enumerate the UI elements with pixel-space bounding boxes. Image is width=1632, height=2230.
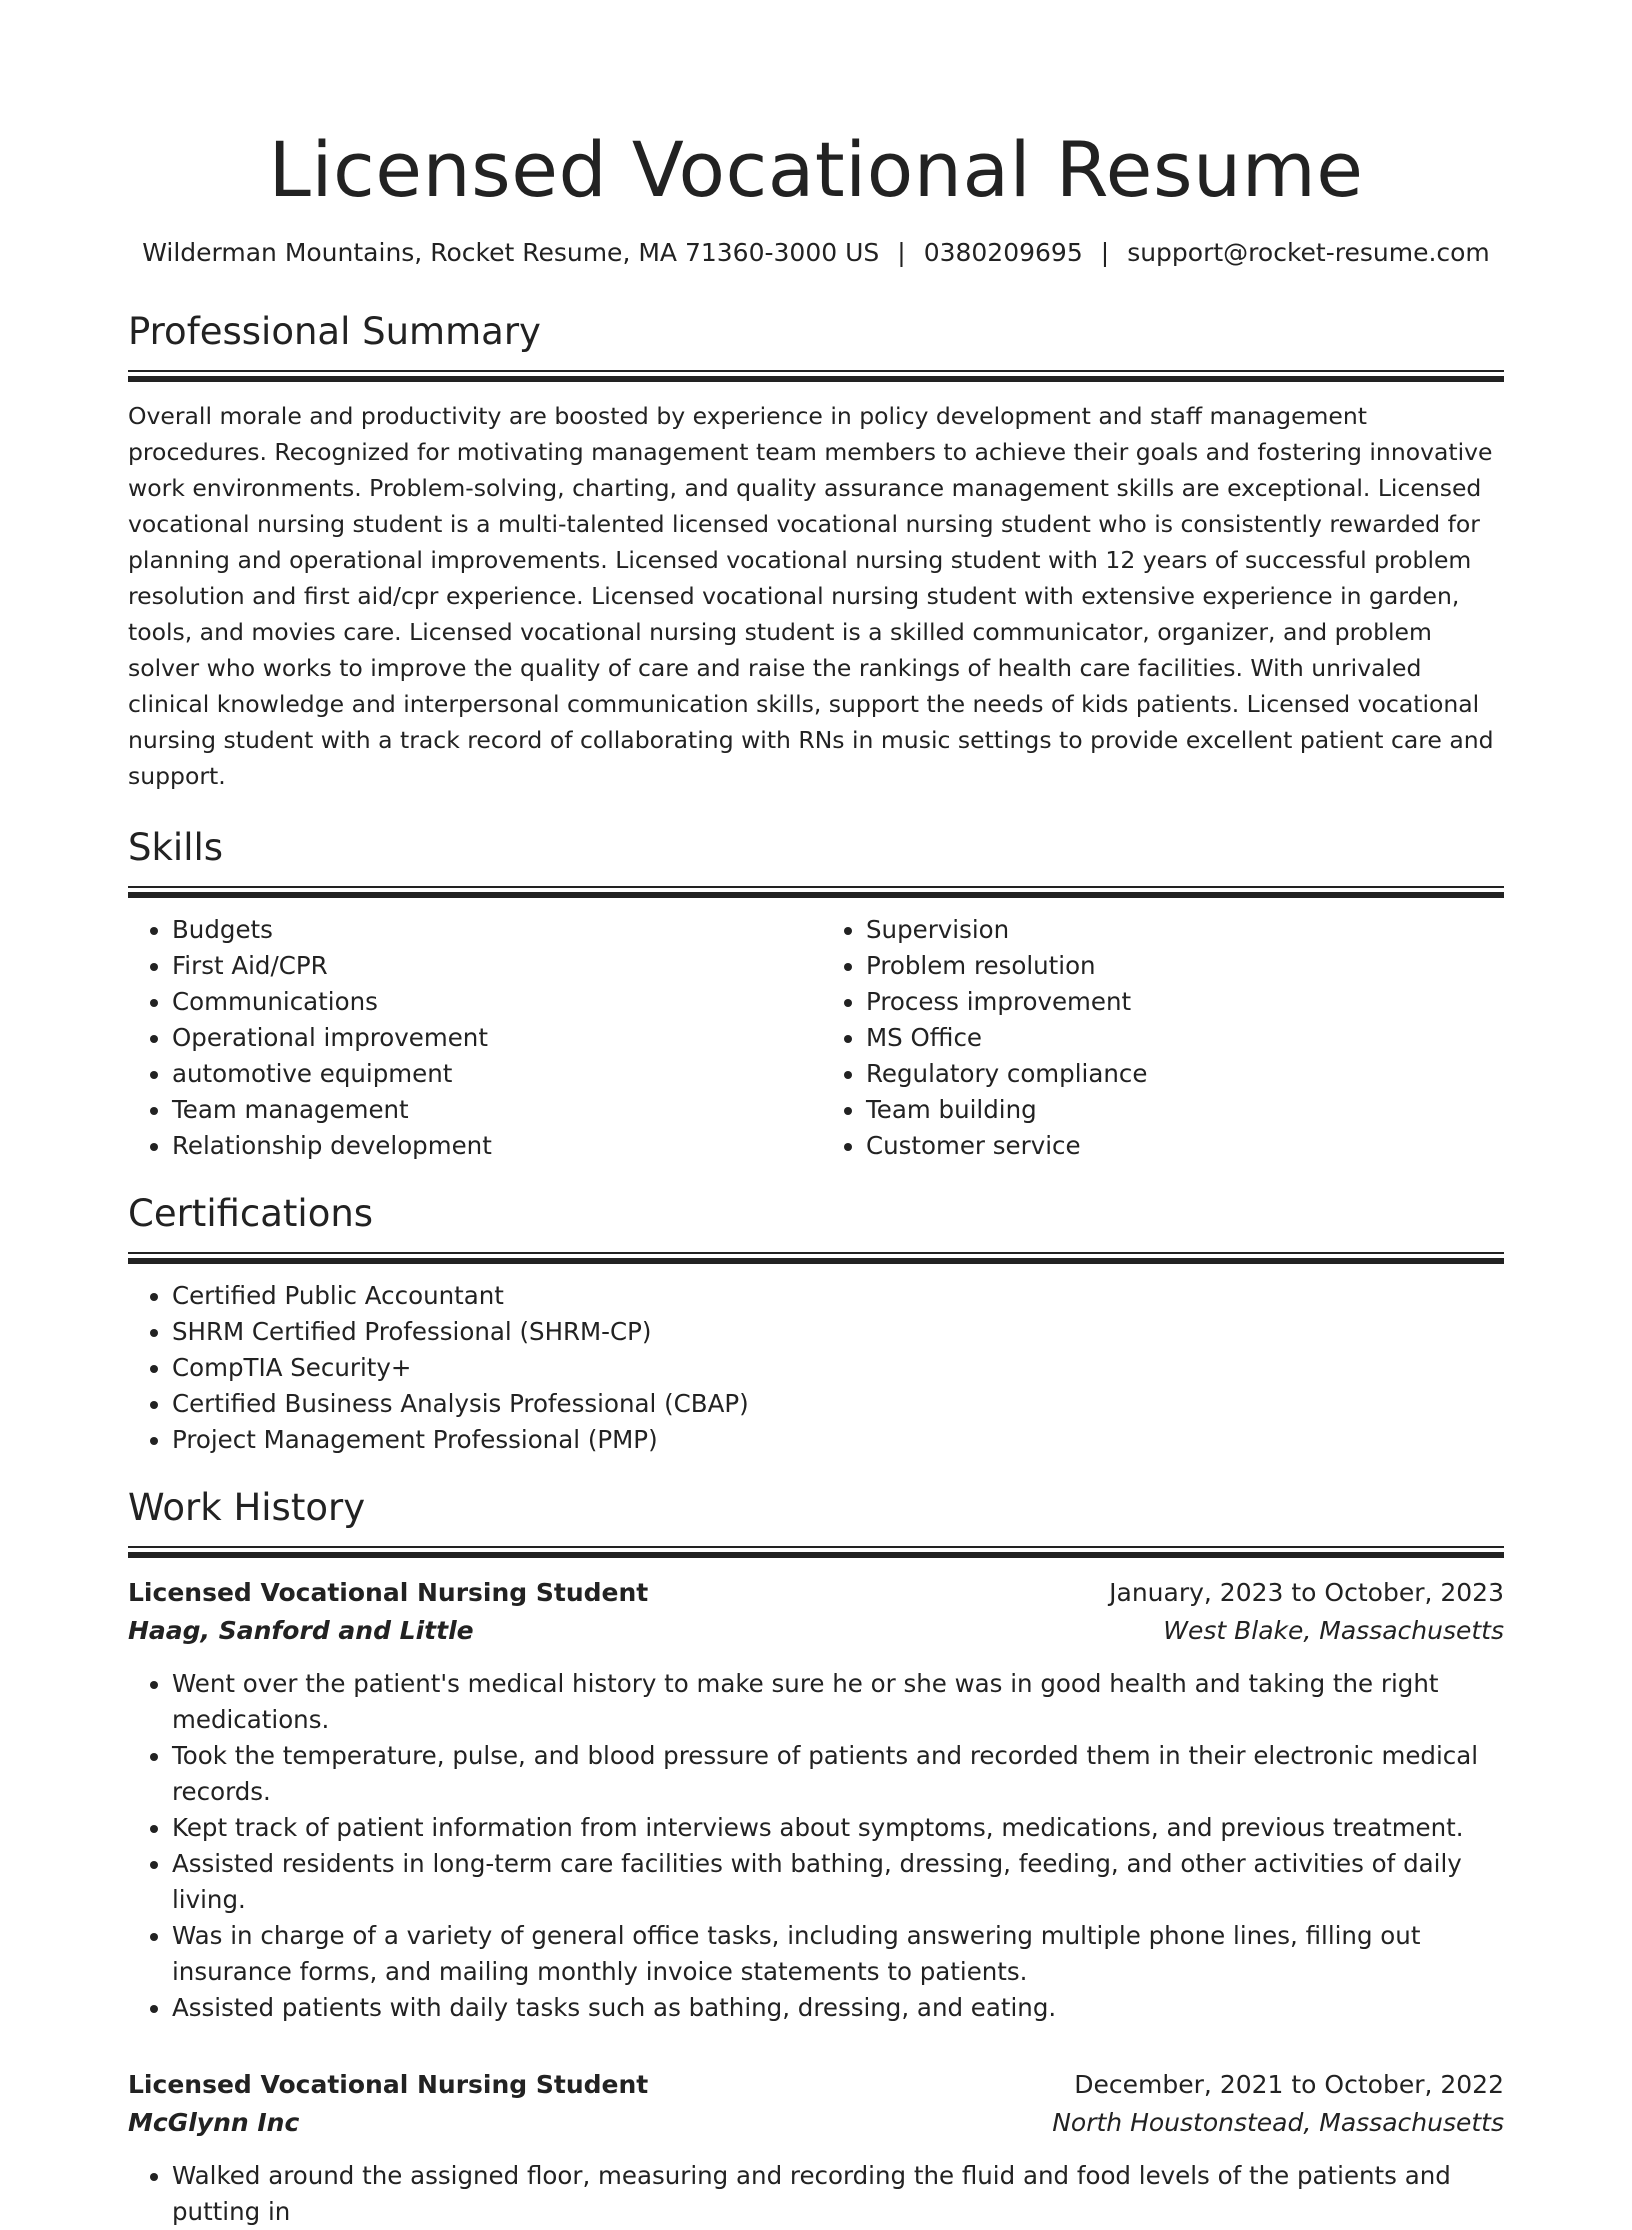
list-item: • Supervision [866, 912, 1504, 948]
job-duties-list [128, 2158, 1504, 2230]
list-item: • Certified Public Accountant [172, 1278, 1504, 1314]
job-entry [128, 1574, 1504, 2026]
contact-phone: 0380209695 [923, 238, 1083, 267]
job-title: Licensed Vocational Nursing Student [128, 2070, 649, 2099]
job-location: West Blake, Massachusetts [1163, 1616, 1504, 1645]
skills-grid [128, 898, 1504, 1164]
section-divider [128, 370, 1504, 382]
list-item: • Customer service [866, 1128, 1504, 1164]
job-subheader-row [128, 1612, 1504, 1650]
skills-list-left [128, 912, 816, 1164]
list-item: • Regulatory compliance [866, 1056, 1504, 1092]
resume-page [128, 0, 1504, 2230]
job-company: Haag, Sanford and Little [128, 1616, 474, 1645]
contact-separator: | [1100, 238, 1110, 267]
section-divider [128, 886, 1504, 898]
list-item: • CompTIA Security+ [172, 1350, 1504, 1386]
section-heading: Work History [128, 1486, 366, 1529]
section-work-history [128, 1484, 1504, 2230]
job-subheader-row [128, 2104, 1504, 2142]
section-skills [128, 824, 1504, 1164]
list-item: • Process improvement [866, 984, 1504, 1020]
list-item: • Operational improvement [172, 1020, 816, 1056]
summary-text: Overall morale and productivity are boosted by experience in policy development and staff management procedures. Recognized for motivating management team members to achieve their goals and fostering innovative work environments. Problem-solving, charting, and quality assurance management skills are exceptional. Licensed vocational nursing student is a multi-talented licensed vocational nursing student who is consistently rewarded for planning and operational improvements. Licensed vocational nursing student with 12 years of successful problem resolution and first aid/cpr experience. Licensed vocational nursing student with extensive experience in garden, tools, and movies care. Licensed vocational nursing student is a skilled communicator, organizer, and problem solver who works to improve the quality of care and raise the rankings of health care facilities. With unrivaled clinical knowledge and interpersonal communication skills, support the needs of kids patients. Licensed vocational nursing student with a track record of collaborating with RNs in music settings to provide excellent patient care and support. [128, 402, 1494, 790]
job-dates: December, 2021 to October, 2022 [1074, 2070, 1504, 2099]
section-professional-summary [128, 308, 1504, 794]
list-item: • Took the temperature, pulse, and blood pressure of patients and recorded them in their electronic medical records. [172, 1738, 1504, 1810]
contact-line [128, 236, 1504, 270]
list-item: • Certified Business Analysis Professional (CBAP) [172, 1386, 1504, 1422]
job-location: North Houstonstead, Massachusetts [1052, 2108, 1504, 2137]
list-item: • Relationship development [172, 1128, 816, 1164]
list-item: • Budgets [172, 912, 816, 948]
list-item: • Problem resolution [866, 948, 1504, 984]
contact-address: Wilderman Mountains, Rocket Resume, MA 71360-3000 US [142, 238, 880, 267]
list-item: • SHRM Certified Professional (SHRM-CP) [172, 1314, 1504, 1350]
section-heading: Skills [128, 826, 224, 869]
list-item: • Project Management Professional (PMP) [172, 1422, 1504, 1458]
section-heading: Professional Summary [128, 310, 541, 353]
list-item: • Went over the patient's medical history to make sure he or she was in good health and taking the right medications. [172, 1666, 1504, 1738]
list-item: • Was in charge of a variety of general office tasks, including answering multiple phone lines, filling out insurance forms, and mailing monthly invoice statements to patients. [172, 1918, 1504, 1990]
job-header-row [128, 1574, 1504, 1612]
resume-title: Licensed Vocational Resume [268, 125, 1364, 214]
section-heading: Certifications [128, 1192, 374, 1235]
list-item: • Assisted residents in long-term care facilities with bathing, dressing, feeding, and other activities of daily living. [172, 1846, 1504, 1918]
list-item: • First Aid/CPR [172, 948, 816, 984]
section-certifications [128, 1190, 1504, 1458]
section-divider [128, 1546, 1504, 1558]
list-item: • Team building [866, 1092, 1504, 1128]
list-item: • automotive equipment [172, 1056, 816, 1092]
list-item: • MS Office [866, 1020, 1504, 1056]
job-company: McGlynn Inc [128, 2108, 300, 2137]
job-header-row [128, 2066, 1504, 2104]
job-title: Licensed Vocational Nursing Student [128, 1578, 649, 1607]
list-item: • Kept track of patient information from interviews about symptoms, medications, and previous treatment. [172, 1810, 1504, 1846]
section-divider [128, 1252, 1504, 1264]
skills-list-right [816, 912, 1504, 1164]
list-item: • Team management [172, 1092, 816, 1128]
list-item: • Assisted patients with daily tasks such as bathing, dressing, and eating. [172, 1990, 1504, 2026]
list-item: • Walked around the assigned floor, measuring and recording the fluid and food levels of the patients and putting in [172, 2158, 1504, 2230]
job-duties-list [128, 1666, 1504, 2026]
list-item: • Communications [172, 984, 816, 1020]
job-dates: January, 2023 to October, 2023 [1109, 1578, 1504, 1607]
contact-separator: | [897, 238, 906, 267]
contact-email: support@rocket-resume.com [1127, 238, 1490, 267]
certifications-list [128, 1278, 1504, 1458]
job-entry [128, 2066, 1504, 2230]
